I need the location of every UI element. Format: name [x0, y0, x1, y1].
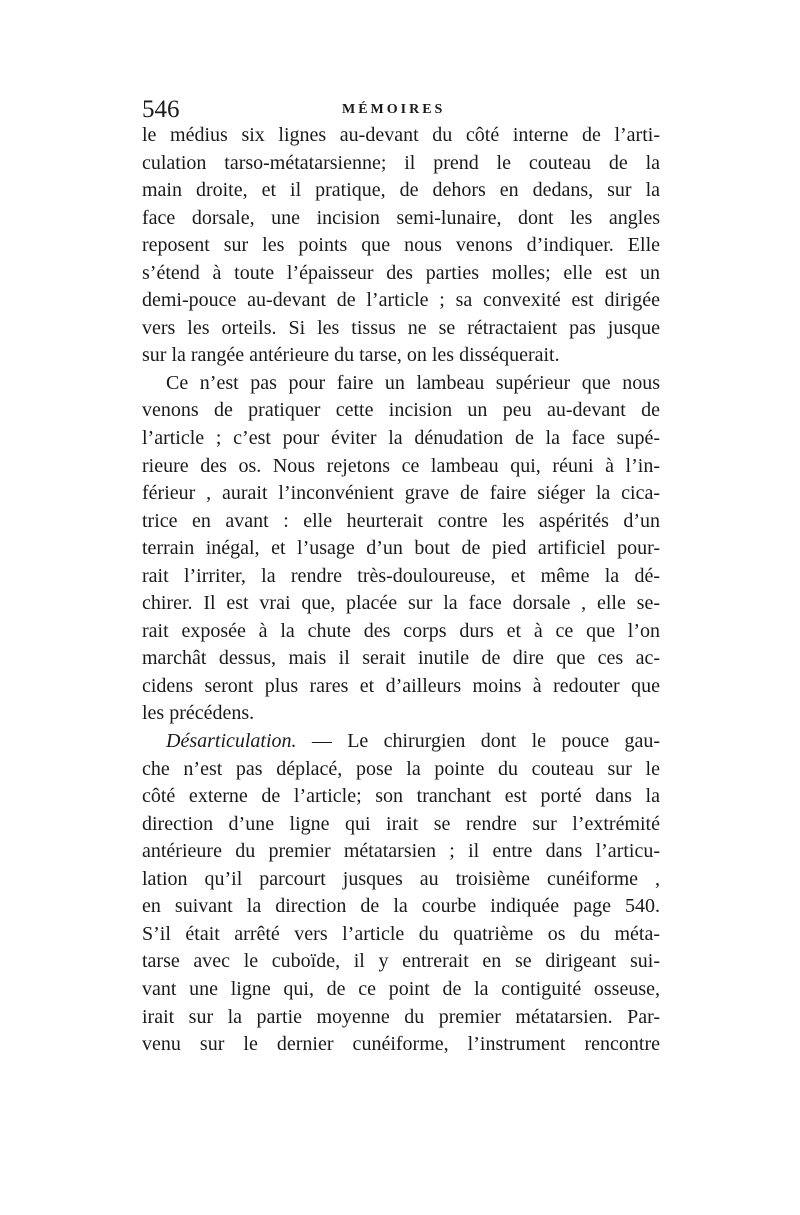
text-line: le médius six lignes au-devant du côté interne de l’arti-	[142, 124, 660, 146]
section-heading: Désarticulation.	[166, 730, 297, 753]
text-line: S’il était arrêté vers l’article du quatrième os du méta-	[142, 922, 660, 945]
text-line: direction d’une ligne qui irait se rendre sur l’extrémité	[142, 812, 660, 835]
page-number: 546	[142, 96, 180, 123]
text-line: tarse avec le cuboïde, il y entrerait en se dirigeant sui-	[142, 950, 660, 973]
text-line: sur la rangée antérieure du tarse, on les disséquerait.	[142, 344, 560, 367]
text-line: rait exposée à la chute des corps durs et à ce que l’on	[142, 619, 660, 642]
paragraph-1	[142, 122, 660, 370]
text-line: culation tarso-métatarsienne; il prend le couteau de la	[142, 151, 660, 174]
body-text	[142, 122, 660, 1059]
text-line: lation qu’il parcourt jusques au troisième cunéiforme ,	[142, 867, 660, 890]
text-line: venons de pratiquer cette incision un peu au-devant de	[142, 399, 660, 422]
text-line: rait l’irriter, la rendre très-douloureuse, et même la dé-	[142, 564, 660, 587]
text-line: rieure des os. Nous rejetons ce lambeau qui, réuni à l’in-	[142, 454, 660, 477]
page-header	[142, 96, 660, 124]
text-line: s’étend à toute l’épaisseur des parties molles; elle est un	[142, 261, 660, 284]
text-line: Ce n’est pas pour faire un lambeau supérieur que nous	[166, 371, 660, 394]
text-line	[142, 728, 660, 756]
text-line: terrain inégal, et l’usage d’un bout de pied artificiel pour-	[142, 537, 660, 560]
text-line: demi-pouce au-devant de l’article ; sa convexité est dirigée	[142, 289, 660, 312]
text-line: chirer. Il est vrai que, placée sur la face dorsale , elle se-	[142, 592, 660, 615]
text-line: irait sur la partie moyenne du premier métatarsien. Par-	[142, 1005, 660, 1028]
text-line: main droite, et il pratique, de dehors en dedans, sur la	[142, 179, 660, 202]
text-line: en suivant la direction de la courbe indiquée page 540.	[142, 895, 660, 918]
text-line: vers les orteils. Si les tissus ne se rétractaient pas jusque	[142, 316, 660, 339]
text-line: l’article ; c’est pour éviter la dénudation de la face supé-	[142, 427, 660, 450]
heading-line-rest: — Le chirurgien dont le pouce gau-	[296, 730, 660, 753]
text-line: trice en avant : elle heurterait contre les aspérités d’un	[142, 509, 660, 532]
text-line: férieur , aurait l’inconvénient grave de faire siéger la cica-	[142, 482, 660, 505]
paragraph-3	[142, 728, 660, 1059]
running-title: MÉMOIRES	[342, 102, 446, 117]
text-line: cidens seront plus rares et d’ailleurs moins à redouter que	[142, 674, 660, 697]
text-line: côté externe de l’article; son tranchant est porté dans la	[142, 785, 660, 808]
text-line: face dorsale, une incision semi-lunaire, dont les angles	[142, 206, 660, 229]
paragraph-2	[142, 370, 660, 728]
text-line: antérieure du premier métatarsien ; il entre dans l’articu-	[142, 840, 660, 863]
text-line: venu sur le dernier cunéiforme, l’instrument rencontre	[142, 1033, 660, 1056]
text-line: che n’est pas déplacé, pose la pointe du couteau sur le	[142, 757, 660, 780]
text-line: les précédens.	[142, 702, 255, 725]
text-line: reposent sur les points que nous venons d’indiquer. Elle	[142, 234, 660, 257]
text-line: vant une ligne qui, de ce point de la contiguité osseuse,	[142, 977, 660, 1000]
text-line: marchât dessus, mais il serait inutile de dire que ces ac-	[142, 647, 660, 670]
